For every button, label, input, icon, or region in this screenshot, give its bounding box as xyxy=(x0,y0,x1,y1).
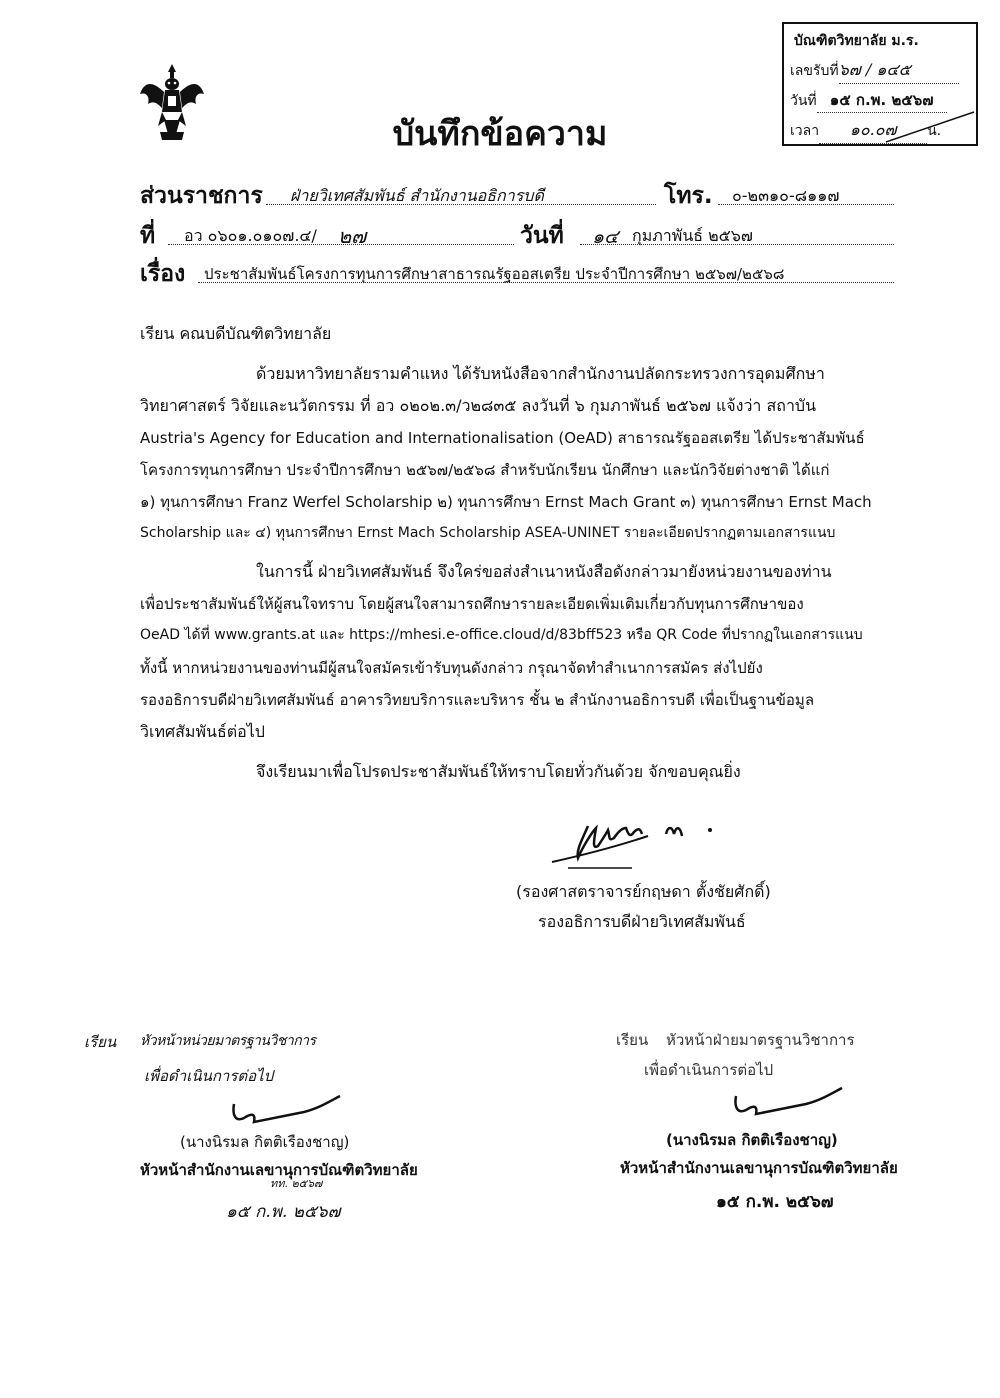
stamp-time-unit: น. xyxy=(927,123,942,139)
stamp-receive-no: ๖๗ / ๑๔๕ xyxy=(839,58,959,84)
ref-value: อว ๐๖๐๑.๐๑๐๗.๔/ xyxy=(184,226,317,245)
p1-line: วิทยาศาสตร์ วิจัยและนวัตกรรม ที่ อว ๐๒๐๒.๓/ว๒๘๓๕ ลงวันที่ ๖ กุมภาพันธ์ ๒๕๖๗ แจ้งว่า สถาบัน xyxy=(140,396,817,415)
note-right-signature xyxy=(726,1082,856,1122)
subject-value: ประชาสัมพันธ์โครงการทุนการศึกษาสาธารณรัฐออสเตรีย ประจำปีการศึกษา ๒๕๖๗/๒๕๖๘ xyxy=(204,265,785,283)
note-right-instruction: เพื่อดำเนินการต่อไป xyxy=(644,1061,774,1079)
page-title: บันทึกข้อความ xyxy=(392,114,608,154)
signer-name: (รองศาสตราจารย์กฤษดา ตั้งชัยศักดิ์) xyxy=(516,882,771,901)
signature-mark xyxy=(548,806,748,874)
p2-line: ทั้งนี้ หากหน่วยงานของท่านมีผู้สนใจสมัครเข้ารับทุนดังกล่าว กรุณาจัดทำสำเนาการสมัคร ส่งไปยัง xyxy=(140,659,763,677)
p1-line: ด้วยมหาวิทยาลัยรามคำแหง ได้รับหนังสือจากสำนักงานปลัดกระทรวงการอุดมศึกษา xyxy=(256,364,825,383)
note-left-instruction: เพื่อดำเนินการต่อไป xyxy=(144,1067,274,1085)
note-right xyxy=(616,1022,916,1222)
ref-handwritten: ๒๗ xyxy=(338,224,367,248)
stamp-time-label: เวลา xyxy=(790,123,820,139)
date-value: กุมภาพันธ์ ๒๕๖๗ xyxy=(632,226,753,245)
note-left-date: ๑๕ ก.พ. ๒๕๖๗ xyxy=(226,1202,341,1222)
note-left-recipient-label: เรียน xyxy=(84,1033,117,1051)
note-right-recipient-label: เรียน xyxy=(616,1031,649,1049)
stamp-time: ๑๐.๐๗ xyxy=(819,118,927,144)
stamp-date: ๑๕ ก.พ. ๒๕๖๗ xyxy=(817,88,947,113)
note-right-date: ๑๕ ก.พ. ๒๕๖๗ xyxy=(716,1192,834,1212)
p2-line: รองอธิการบดีฝ่ายวิเทศสัมพันธ์ อาคารวิทยบริการและบริหาร ชั้น ๒ สำนักงานอธิการบดี เพื่อเป็นฐานข้อมูล xyxy=(140,691,815,709)
p2-line: OeAD ได้ที่ www.grants.at และ https://mhesi.e-office.cloud/d/83bff523 หรือ QR Code ที่ปรากฏในเอกสารแนบ xyxy=(140,627,863,643)
note-left-name: (นางนิรมล กิตติเรืองชาญ) xyxy=(180,1133,350,1151)
stamp-receive-label: เลขรับที่ xyxy=(790,63,839,79)
note-right-name: (นางนิรมล กิตติเรืองชาญ) xyxy=(666,1131,838,1149)
salutation: เรียน คณบดีบัณฑิตวิทยาลัย xyxy=(140,324,332,343)
note-left-initials: ทท. ๒๕๖๗ xyxy=(270,1177,323,1190)
p1-line: Austria's Agency for Education and Internationalisation (OeAD) สาธารณรัฐออสเตรีย ได้ประชาสัมพันธ์ xyxy=(140,429,865,447)
note-left-title: หัวหน้าสำนักงานเลขานุการบัณฑิตวิทยาลัย xyxy=(140,1161,418,1179)
subject-label: เรื่อง xyxy=(140,261,186,287)
p1-line: โครงการทุนการศึกษา ประจำปีการศึกษา ๒๕๖๗/๒๕๖๘ สำหรับนักเรียน นักศึกษา และนักวิจัยต่างชาติ ได้แก่ xyxy=(140,461,830,479)
stamp-org: บัณฑิตวิทยาลัย ม.ร. xyxy=(794,33,919,49)
note-left-recipient: หัวหน้าหน่วยมาตรฐานวิชาการ xyxy=(140,1033,316,1049)
note-left-signature xyxy=(224,1090,354,1130)
p1-line: ๑) ทุนการศึกษา Franz Werfel Scholarship ๒) ทุนการศึกษา Ernst Mach Grant ๓) ทุนการศึกษา Ernst Mach xyxy=(140,493,872,511)
note-right-title: หัวหน้าสำนักงานเลขานุการบัณฑิตวิทยาลัย xyxy=(620,1159,898,1177)
date-label: วันที่ xyxy=(520,223,564,249)
p2-line: เพื่อประชาสัมพันธ์ให้ผู้สนใจทราบ โดยผู้สนใจสามารถศึกษารายละเอียดเพิ่มเติมเกี่ยวกับทุนการศึกษาของ xyxy=(140,595,804,613)
p2-line: ในการนี้ ฝ่ายวิเทศสัมพันธ์ จึงใคร่ขอส่งสำเนาหนังสือดังกล่าวมายังหน่วยงานของท่าน xyxy=(256,562,832,581)
closing-line: จึงเรียนมาเพื่อโปรดประชาสัมพันธ์ให้ทราบโดยทั่วกันด้วย จักขอบคุณยิ่ง xyxy=(256,762,741,781)
stamp-date-label: วันที่ xyxy=(790,93,817,109)
date-handwritten: ๑๔ xyxy=(592,226,619,248)
ref-label: ที่ xyxy=(140,223,156,249)
signer-title: รองอธิการบดีฝ่ายวิเทศสัมพันธ์ xyxy=(538,912,746,931)
agency-label: ส่วนราชการ xyxy=(140,183,263,209)
agency-value: ฝ่ายวิเทศสัมพันธ์ สำนักงานอธิการบดี xyxy=(290,186,544,205)
p2-line: วิเทศสัมพันธ์ต่อไป xyxy=(140,722,265,741)
note-right-recipient: หัวหน้าฝ่ายมาตรฐานวิชาการ xyxy=(666,1031,855,1049)
p1-line: Scholarship และ ๔) ทุนการศึกษา Ernst Mach Scholarship ASEA-UNINET รายละเอียดปรากฏตามเอกสารแนบ xyxy=(140,525,836,541)
note-left xyxy=(84,1024,454,1224)
tel-label: โทร. xyxy=(664,183,713,209)
tel-value: ๐-๒๓๑๐-๘๑๑๗ xyxy=(732,186,840,205)
